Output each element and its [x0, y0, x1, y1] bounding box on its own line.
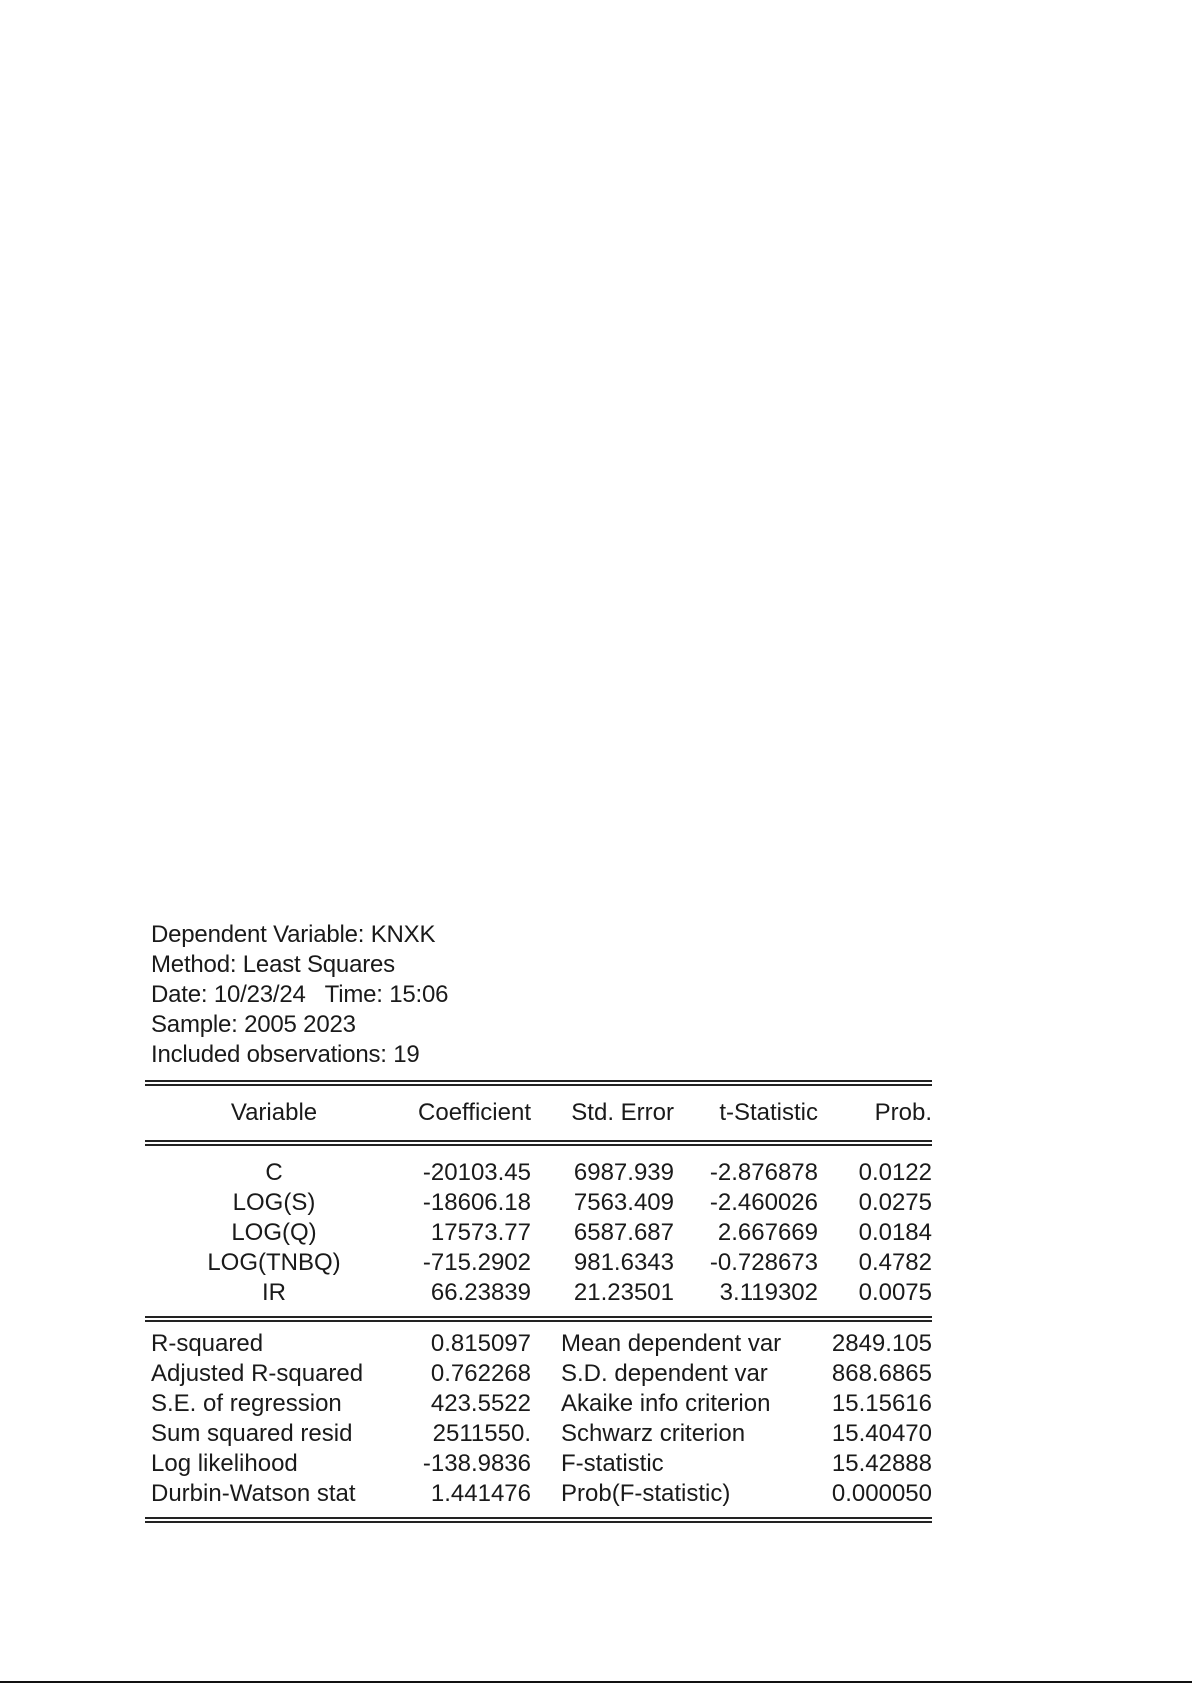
- table-row: [145, 1158, 932, 1188]
- stat-label: Sum squared resid: [151, 1420, 353, 1447]
- prob-value: 0.0122: [858, 1159, 932, 1186]
- coefficient-value: -20103.45: [422, 1159, 531, 1186]
- stats-row: [145, 1449, 932, 1479]
- column-header-t-statistic: t-Statistic: [719, 1099, 818, 1126]
- column-header-prob: Prob.: [874, 1099, 932, 1126]
- t-statistic-value: -0.728673: [709, 1249, 818, 1276]
- stat-label: S.D. dependent var: [561, 1360, 768, 1387]
- stat-label: R-squared: [151, 1330, 264, 1357]
- regression-output: [145, 920, 932, 1523]
- stats-row: [145, 1359, 932, 1389]
- stat-value: -138.9836: [422, 1450, 531, 1477]
- date-time-line: Date: 10/23/24 Time: 15:06: [151, 981, 449, 1008]
- stat-label: Log likelihood: [151, 1450, 298, 1477]
- variable-name: IR: [262, 1279, 286, 1306]
- stat-value: 868.6865: [831, 1360, 932, 1387]
- stats-row: [145, 1479, 932, 1509]
- method-line: Method: Least Squares: [151, 951, 395, 978]
- variable-name: LOG(TNBQ): [207, 1249, 341, 1276]
- t-statistic-value: -2.876878: [709, 1159, 818, 1186]
- table-header-row: [145, 1086, 932, 1140]
- stat-label: S.E. of regression: [151, 1390, 342, 1417]
- coefficient-table: [145, 1146, 932, 1316]
- coefficient-value: 66.23839: [430, 1279, 531, 1306]
- stats-row: [145, 1329, 932, 1359]
- stat-value: 423.5522: [430, 1390, 531, 1417]
- std-error-value: 981.6343: [573, 1249, 674, 1276]
- prob-value: 0.4782: [858, 1249, 932, 1276]
- column-header-coefficient: Coefficient: [418, 1099, 531, 1126]
- stat-value: 15.40470: [831, 1420, 932, 1447]
- prob-value: 0.0075: [858, 1279, 932, 1306]
- stat-label: Adjusted R-squared: [151, 1360, 364, 1387]
- variable-name: LOG(Q): [231, 1219, 317, 1246]
- t-statistic-value: 3.119302: [719, 1279, 818, 1306]
- variable-name: C: [265, 1159, 283, 1186]
- stat-value: 15.42888: [831, 1450, 932, 1477]
- t-statistic-value: 2.667669: [717, 1219, 818, 1246]
- std-error-value: 21.23501: [573, 1279, 674, 1306]
- table-row: [145, 1218, 932, 1248]
- dependent-variable-line: Dependent Variable: KNXK: [151, 921, 436, 948]
- column-header-variable: Variable: [230, 1099, 318, 1126]
- sample-line: Sample: 2005 2023: [151, 1011, 356, 1038]
- table-row: [145, 1188, 932, 1218]
- stats-row: [145, 1389, 932, 1419]
- stat-value: 0.000050: [831, 1480, 932, 1507]
- table-row: [145, 1248, 932, 1278]
- stat-label: Mean dependent var: [561, 1330, 782, 1357]
- page-bottom-line: [0, 1681, 1192, 1683]
- stat-value: 1.441476: [430, 1480, 531, 1507]
- coefficient-value: -18606.18: [422, 1189, 531, 1216]
- t-statistic-value: -2.460026: [709, 1189, 818, 1216]
- stat-label: Akaike info criterion: [561, 1390, 771, 1417]
- table-row: [145, 1278, 932, 1308]
- stat-value: 2511550.: [432, 1420, 531, 1447]
- stat-label: F-statistic: [561, 1450, 664, 1477]
- stats-row: [145, 1419, 932, 1449]
- std-error-value: 7563.409: [573, 1189, 674, 1216]
- stat-value: 15.15616: [831, 1390, 932, 1417]
- stat-label: Durbin-Watson stat: [151, 1480, 356, 1507]
- table-bottom-rule: [145, 1517, 932, 1523]
- std-error-value: 6987.939: [573, 1159, 674, 1186]
- estimation-header: [151, 920, 932, 1070]
- summary-statistics: [145, 1322, 932, 1517]
- stat-label: Prob(F-statistic): [561, 1480, 731, 1507]
- prob-value: 0.0275: [858, 1189, 932, 1216]
- std-error-value: 6587.687: [573, 1219, 674, 1246]
- stat-value: 0.762268: [430, 1360, 531, 1387]
- coefficient-value: 17573.77: [430, 1219, 531, 1246]
- coefficient-value: -715.2902: [422, 1249, 531, 1276]
- stat-value: 0.815097: [430, 1330, 531, 1357]
- column-header-std-error: Std. Error: [571, 1099, 674, 1126]
- variable-name: LOG(S): [232, 1189, 316, 1216]
- prob-value: 0.0184: [858, 1219, 932, 1246]
- stat-value: 2849.105: [831, 1330, 932, 1357]
- observations-line: Included observations: 19: [151, 1041, 420, 1068]
- stat-label: Schwarz criterion: [561, 1420, 746, 1447]
